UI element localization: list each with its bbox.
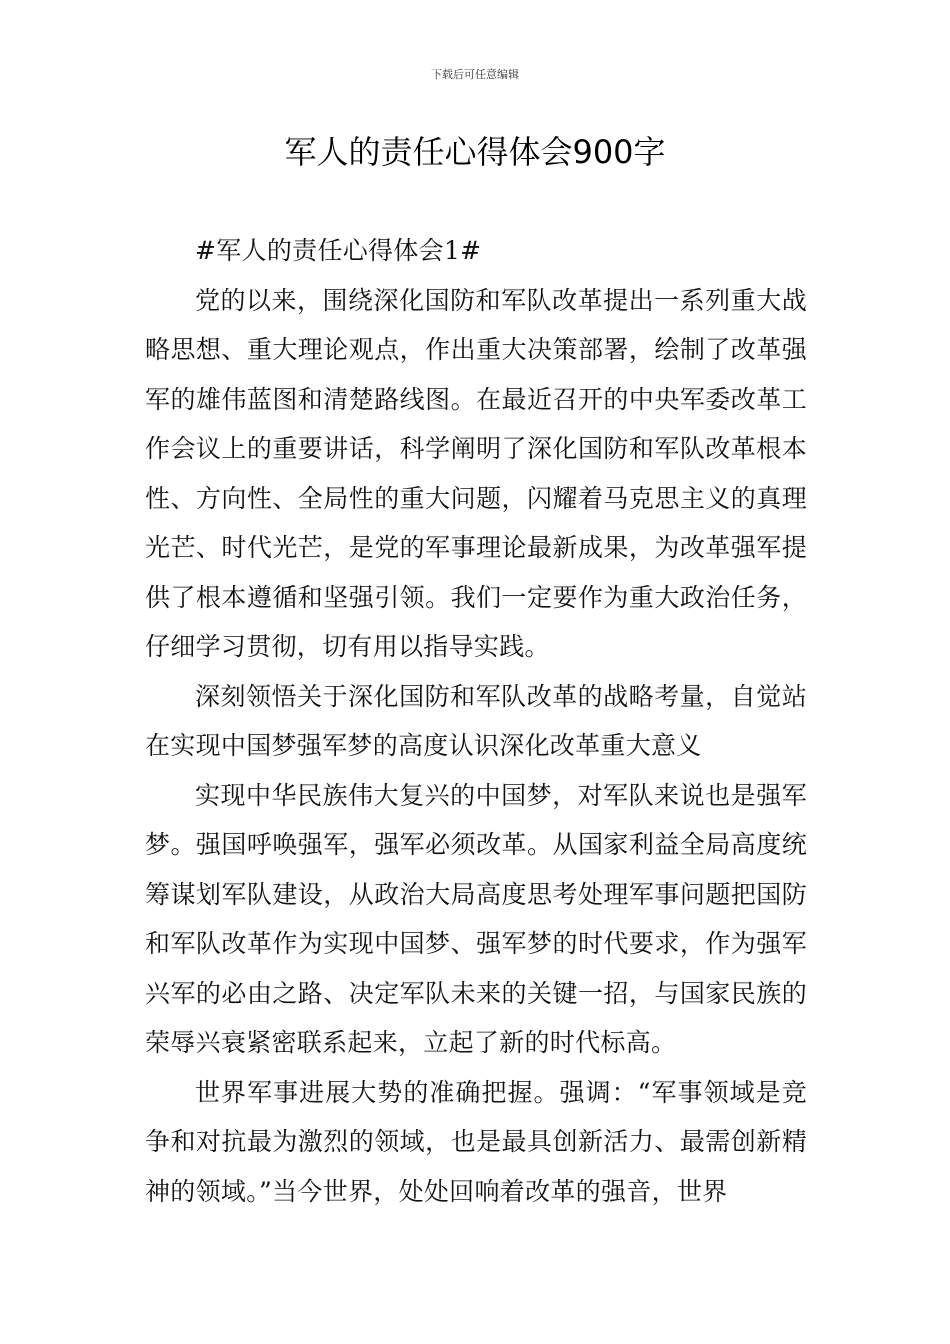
paragraph: 世界军事进展大势的准确把握。强调：“军事领域是竞争和对抗最为激烈的领域，也是最具创新活力、最需创新精神的领域。”当今世界，处处回响着改革的强音，世界 bbox=[145, 1077, 807, 1206]
section-heading: #军人的责任心得体会1# bbox=[195, 236, 482, 265]
document-body bbox=[145, 226, 807, 1216]
document-title: 军人的责任心得体会900字 bbox=[284, 133, 666, 171]
paragraph: 深刻领悟关于深化国防和军队改革的战略考量，自觉站在实现中国梦强军梦的高度认识深化改革重大意义 bbox=[145, 681, 807, 760]
header-note: 下载后可任意编辑 bbox=[431, 68, 519, 81]
paragraph: 实现中华民族伟大复兴的中国梦，对军队来说也是强军梦。强国呼唤强军，强军必须改革。从国家利益全局高度统筹谋划军队建设，从政治大局高度思考处理军事问题把国防和军队改革作为实现中国梦、强军梦的时代要求，作为强军兴军的必由之路、决定军队未来的关键一招，与国家民族的荣辱兴衰紧密联系起来，立起了新的时代标高。 bbox=[145, 780, 807, 1057]
paragraph: 党的以来，围绕深化国防和军队改革提出一系列重大战略思想、重大理论观点，作出重大决策部署，绘制了改革强军的雄伟蓝图和清楚路线图。在最近召开的中央军委改革工作会议上的重要讲话，科学阐明了深化国防和军队改革根本性、方向性、全局性的重大问题，闪耀着马克思主义的真理光芒、时代光芒，是党的军事理论最新成果，为改革强军提供了根本遵循和坚强引领。我们一定要作为重大政治任务，仔细学习贯彻，切有用以指导实践。 bbox=[145, 285, 807, 661]
